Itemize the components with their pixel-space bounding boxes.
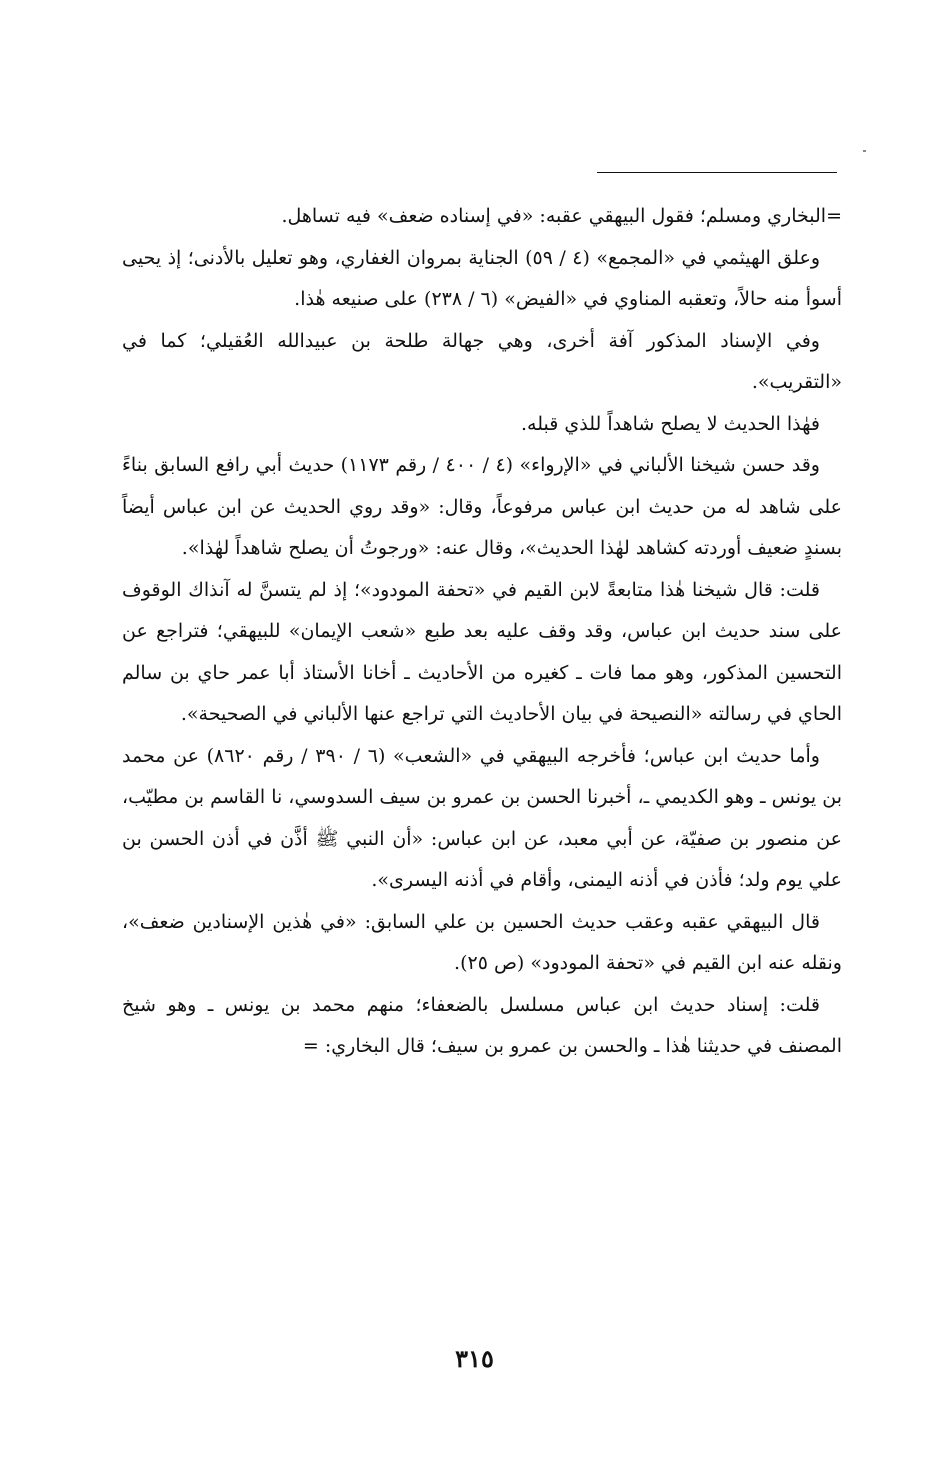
footnote-paragraph-4: فهٰذا الحديث لا يصلح شاهداً للذي قبله. xyxy=(521,412,820,435)
footnote-paragraph-9: قلت: إسناد حديث ابن عباس مسلسل بالضعفاء؛ منهم محمد بن يونس ـ وهو شيخ المصنف في حديثنا هٰذا ـ والحسن بن عمرو بن سيف؛ قال البخاري: = xyxy=(122,993,842,1057)
footnote-paragraph-1: =البخاري ومسلم؛ فقول البيهقي عقبه: «في إسناده ضعف» فيه تساهل. xyxy=(281,205,842,227)
footnote-paragraph-8: قال البيهقي عقبه وعقب حديث الحسين بن علي السابق: «في هٰذين الإسنادين ضعف»، ونقله عنه ابن القيم في «تحفة المودود» (ص ٢٥). xyxy=(122,910,842,974)
page-number: ٣١٥ xyxy=(455,1344,494,1373)
footnote-paragraph-3: وفي الإسناد المذكور آفة أخرى، وهي جهالة طلحة بن عبيدالله العُقيلي؛ كما في «التقريب». xyxy=(122,329,842,393)
footnote-paragraph-2: وعلق الهيثمي في «المجمع» (٤ / ٥٩) الجناية بمروان الغفاري، وهو تعليل بالأدنى؛ إذ يحيى أسوأ منه حالاً، وتعقبه المناوي في «الفيض» (٦ / ٢٣٨) على صنيعه هٰذا. xyxy=(122,246,842,310)
footnote-paragraph-5: وقد حسن شيخنا الألباني في «الإرواء» (٤ / ٤٠٠ / رقم ١١٧٣) حديث أبي رافع السابق بناءً على شاهد له من حديث ابن عباس مرفوعاً، وقال: «وقد روي الحديث عن ابن عباس أيضاً بسندٍ ضعيف أوردته كشاهد لهٰذا الحديث»، وقال عنه: «ورجوتُ أن يصلح شاهداً لهٰذا». xyxy=(122,454,842,559)
footnote-paragraph-6: قلت: قال شيخنا هٰذا متابعةً لابن القيم في «تحفة المودود»؛ إذ لم يتسنَّ له آنذاك الوقوف على سند حديث ابن عباس، وقد وقف عليه بعد طبع «شعب الإيمان» للبيهقي؛ فتراجع عن التحسين المذكور، وهو مما فات ـ كغيره من الأحاديث ـ أخانا الأستاذ أبا عمر حاي بن سالم الحاي في رسالته «النصيحة في بيان الأحاديث التي تراجع عنها الألباني في الصحيحة». xyxy=(122,578,842,725)
footnote-separator-rule xyxy=(597,172,837,173)
scan-speck xyxy=(863,150,866,152)
footnote-text-block xyxy=(122,196,842,1068)
footnote-paragraph-7: وأما حديث ابن عباس؛ فأخرجه البيهقي في «الشعب» (٦ / ٣٩٠ / رقم ٨٦٢٠) عن محمد بن يونس ـ وهو الكديمي ـ، أخبرنا الحسن بن عمرو بن سيف السدوسي، نا القاسم بن مطيّب، عن منصور بن صفيّة، عن أبي معبد، عن ابن عباس: «أن النبي ﷺ أذَّن في أذن الحسن بن علي يوم ولد؛ فأذن في أذنه اليمنى، وأقام في أذنه اليسرى». xyxy=(122,744,842,891)
